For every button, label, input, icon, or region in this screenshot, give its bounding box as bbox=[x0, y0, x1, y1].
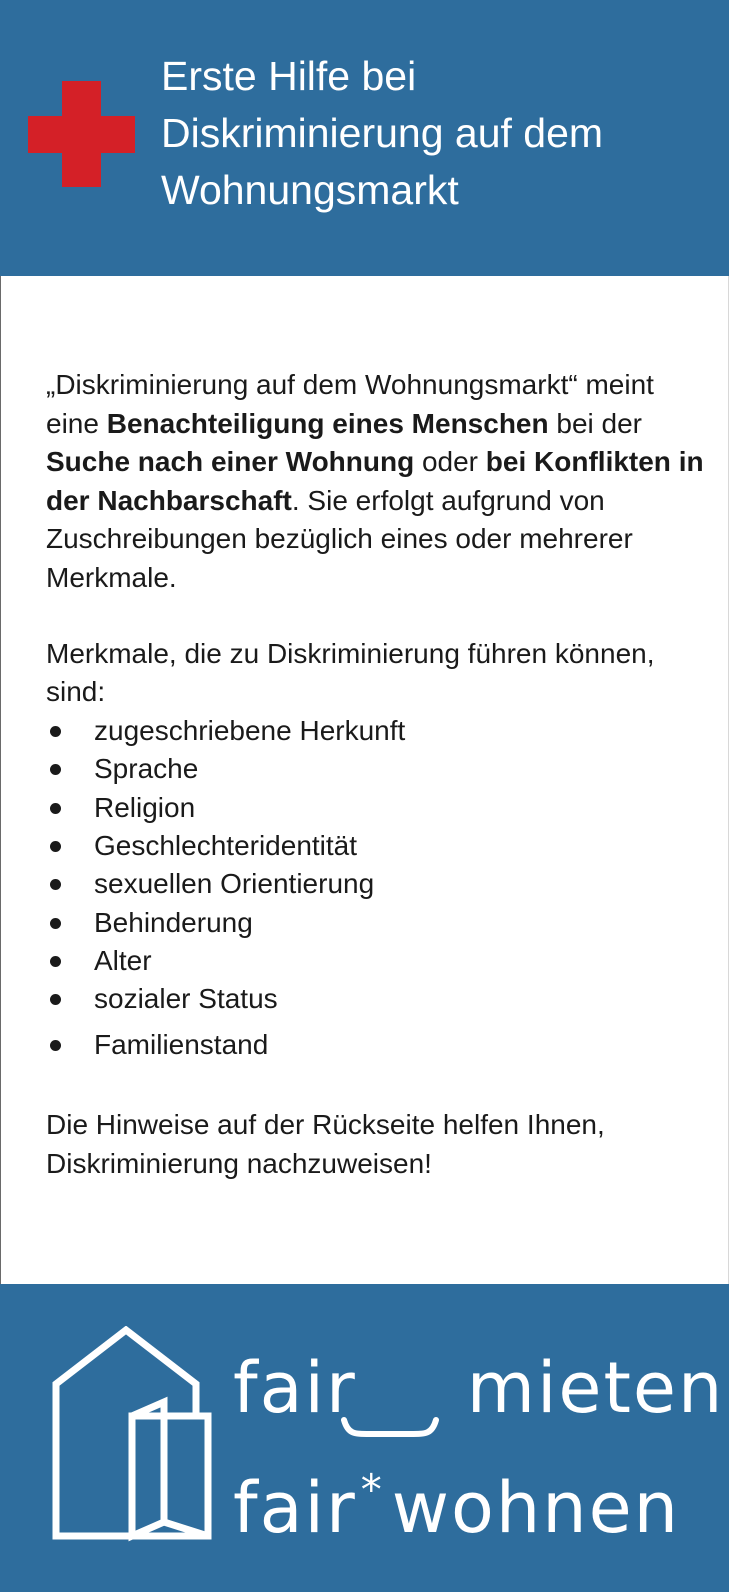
intro-bold-2: Suche nach einer Wohnung bbox=[46, 446, 415, 478]
list-item bbox=[46, 789, 706, 827]
bullet-icon bbox=[50, 956, 61, 967]
list-item-label: Familienstand bbox=[94, 1028, 269, 1060]
bullet-icon bbox=[50, 726, 61, 737]
list-item-label: sozialer Status bbox=[94, 983, 278, 1015]
list-item bbox=[46, 827, 706, 865]
bullet-icon bbox=[50, 803, 61, 814]
list-item-label: sexuellen Orientierung bbox=[94, 868, 375, 900]
title-line-1: Erste Hilfe bei bbox=[161, 53, 417, 99]
title-line-3: Wohnungsmarkt bbox=[161, 167, 459, 213]
bullet-icon bbox=[50, 1040, 61, 1051]
bullet-icon bbox=[50, 841, 61, 852]
header-banner bbox=[0, 0, 729, 276]
list-item bbox=[46, 980, 706, 1018]
list-item-label: Geschlechteridentität bbox=[94, 829, 358, 861]
brand-fair-1: fair bbox=[233, 1347, 357, 1429]
intro-text-4: . Sie erfolgt aufgrund von Zuschreibungen bezüglich eines oder mehrerer Merkmale. bbox=[46, 484, 633, 593]
bullet-icon bbox=[50, 994, 61, 1005]
brand-mieten: mieten bbox=[466, 1347, 725, 1429]
title-line-2: Diskriminierung auf dem bbox=[161, 110, 604, 156]
brand-wohnen: wohnen bbox=[391, 1467, 681, 1549]
brand-star: * bbox=[360, 1465, 384, 1514]
list-item bbox=[46, 904, 706, 942]
intro-text-3: oder bbox=[414, 446, 486, 478]
intro-bold-1: Benachteiligung eines Menschen bbox=[106, 407, 549, 439]
intro-text-2: bei der bbox=[548, 407, 642, 439]
feature-list bbox=[46, 712, 706, 1065]
intro-bold-3: bei Konflikten in der Nachbarschaft bbox=[46, 446, 704, 516]
page-title bbox=[161, 48, 721, 219]
list-item bbox=[46, 865, 706, 903]
list-item-label: Behinderung bbox=[94, 906, 253, 938]
brand-line-2 bbox=[233, 1450, 680, 1548]
footer-banner bbox=[0, 1284, 729, 1592]
list-item-label: Alter bbox=[94, 945, 152, 977]
closing-paragraph: Die Hinweise auf der Rückseite helfen Ihnen, Diskriminierung nachzuweisen! bbox=[46, 1109, 605, 1179]
main-content bbox=[46, 366, 706, 1183]
bullet-icon bbox=[50, 918, 61, 929]
list-item bbox=[46, 1026, 706, 1064]
list-item-label: Religion bbox=[94, 791, 196, 823]
list-item-label: Sprache bbox=[94, 753, 199, 785]
brand-fair-2: fair bbox=[233, 1467, 357, 1549]
list-item bbox=[46, 942, 706, 980]
bullet-icon bbox=[50, 764, 61, 775]
house-door-icon bbox=[52, 1326, 212, 1546]
intro-text-1: „Diskriminierung auf dem Wohnungsmarkt“ meint eine bbox=[46, 369, 654, 439]
list-item-label: zugeschriebene Herkunft bbox=[94, 714, 406, 746]
intro-paragraph bbox=[46, 366, 706, 598]
features-intro: Merkmale, die zu Diskriminierung führen können, sind: bbox=[46, 637, 655, 708]
brand-line-1 bbox=[233, 1348, 724, 1428]
red-cross-icon bbox=[28, 81, 135, 187]
swoosh-icon bbox=[340, 1416, 440, 1438]
bullet-icon bbox=[50, 879, 61, 890]
list-item bbox=[46, 750, 706, 788]
list-item bbox=[46, 712, 706, 750]
